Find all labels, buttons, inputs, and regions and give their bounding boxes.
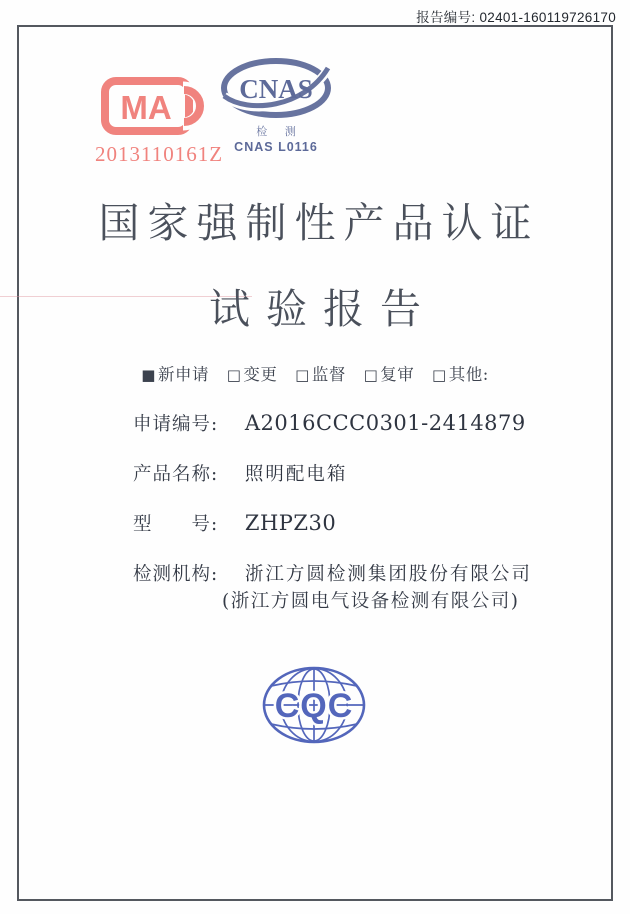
option-change: □ 变更 (226, 365, 278, 384)
cma-logo-block (84, 74, 234, 167)
field-label: 检测机构: (133, 564, 219, 585)
checkbox-empty-icon: □ (226, 366, 242, 384)
field-value: ZHPZ30 (244, 511, 337, 535)
document-title-line1: 国家强制性产品认证 (98, 199, 540, 247)
field-model (133, 510, 336, 536)
field-application-number (133, 410, 526, 436)
option-other: □ 其他: (432, 365, 489, 384)
svg-text:CQC: CQC (274, 687, 354, 725)
cqc-logo-block (260, 664, 368, 754)
field-value: 浙江方圆检测集团股份有限公司 (244, 564, 532, 585)
field-testing-agency (133, 560, 532, 586)
option-new-application: ■ 新申请 (141, 365, 209, 384)
field-value: 照明配电箱 (244, 464, 348, 485)
report-number-label: 报告编号: (416, 10, 476, 25)
field-label: 申请编号: (133, 414, 219, 435)
checkbox-empty-icon: □ (432, 366, 447, 384)
field-label: 型 号: (133, 514, 219, 535)
application-type-row (0, 361, 630, 385)
field-product-name (133, 460, 347, 486)
field-testing-agency-line2: (浙江方圆电气设备检测有限公司) (222, 591, 520, 612)
checkbox-empty-icon: □ (295, 366, 310, 384)
option-review: □ 复审 (363, 365, 415, 384)
checkbox-empty-icon: □ (363, 366, 379, 384)
document-title-line2: 试验报告 (209, 285, 437, 333)
report-number-value: 02401-160119726170 (479, 10, 616, 25)
report-number (416, 6, 616, 26)
svg-text:MA: MA (120, 89, 172, 126)
field-label: 产品名称: (133, 464, 219, 485)
cma-logo-icon (100, 74, 218, 138)
cnas-logo-block (216, 58, 336, 154)
cnas-lab-code: CNAS L0116 (234, 140, 318, 154)
cqc-logo-icon (260, 664, 368, 750)
option-supervision: □ 监督 (295, 365, 346, 384)
cnas-testing-label: 检 测 (256, 125, 303, 138)
svg-text:CNAS: CNAS (239, 74, 313, 104)
cnas-logo-icon (220, 58, 332, 120)
checkbox-checked-icon: ■ (141, 366, 156, 384)
field-value: A2016CCC0301-2414879 (244, 411, 526, 435)
cma-certificate-number: 2013110161Z (94, 142, 224, 166)
